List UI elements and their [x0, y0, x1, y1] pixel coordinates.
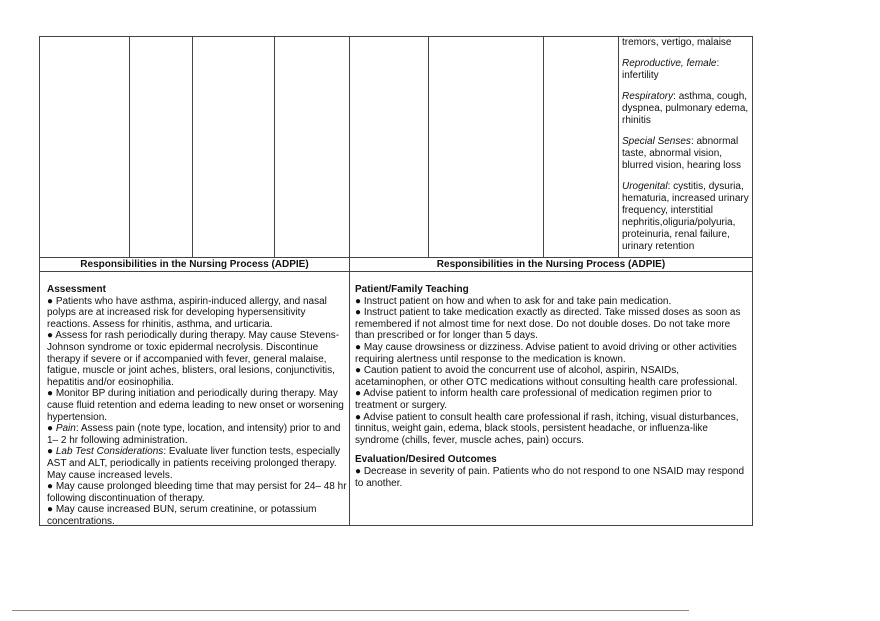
side-effect-entry: tremors, vertigo, malaise: [622, 37, 732, 48]
assessment-item: ● Patients who have asthma, aspirin-induced allergy, and nasal polyps are at increased risk for developing hypersensitivity reactions. Assess for rhinitis, asthma, and urticaria.: [47, 295, 327, 330]
adpie-header-left: Responsibilities in the Nursing Process (ADPIE): [80, 259, 309, 270]
teaching-item: ● Advise patient to consult health care professional if rash, itching, visual disturbances, tinnitus, weight gain, edema, black stools, persistent headache, or influenza-like syndrome (chills, fever, muscle aches, pain) occurs.: [355, 411, 739, 446]
teaching-item: ● Advise patient to inform health care professional of medication regimen prior to treatment or surgery.: [355, 388, 712, 411]
column-divider: [618, 37, 619, 257]
teaching-item: ● May cause drowsiness or dizziness. Advise patient to avoid driving or other activities requiring alertness until response to the medication is known.: [355, 341, 737, 365]
evaluation-title: Evaluation/Desired Outcomes: [355, 454, 497, 466]
assessment-section: [47, 284, 347, 527]
column-divider: [349, 37, 350, 257]
footer-rule: [12, 610, 689, 611]
side-effect-entry: Respiratory: asthma, cough, dyspnea, pulmonary edema, rhinitis: [622, 91, 749, 126]
teaching-evaluation-section: [355, 284, 747, 489]
teaching-item: ● Caution patient to avoid the concurrent use of alcohol, aspirin, NSAIDs, acetaminophen, or other OTC medications without consulting health care professional.: [355, 365, 738, 388]
column-divider: [349, 272, 350, 525]
evaluation-item: ● Decrease in severity of pain. Patients who do not respond to one NSAID may respond to another.: [355, 465, 745, 489]
assessment-title: Assessment: [47, 284, 106, 295]
teaching-title: Patient/Family Teaching: [355, 284, 469, 295]
assessment-item: ● Pain: Assess pain (note type, location, and intensity) prior to and 1– 2 hr following administration.: [47, 423, 341, 446]
assessment-item: ● May cause prolonged bleeding time that may persist for 24– 48 hr following discontinuation of therapy.: [47, 481, 347, 504]
drug-table-top-row: [39, 36, 753, 258]
column-divider: [129, 37, 130, 257]
column-divider: [428, 37, 429, 257]
column-divider: [274, 37, 275, 257]
side-effect-entry: Urogenital: cystitis, dysuria, hematuria, increased urinary frequency, interstitial nephritis,oliguria/polyuria, proteinuria, renal failure, urinary retention: [622, 181, 749, 252]
column-divider: [543, 37, 544, 257]
adpie-body-row: [39, 272, 753, 526]
side-effect-entry: Special Senses: abnormal taste, abnormal vision, blurred vision, hearing loss: [622, 136, 741, 171]
teaching-item: ● Instruct patient on how and when to ask for and take pain medication.: [355, 295, 672, 307]
side-effect-entry: Reproductive, female: infertility: [622, 58, 720, 81]
column-divider: [192, 37, 193, 257]
assessment-item: ● Monitor BP during initiation and periodically during therapy. May cause fluid retention and edema leading to new onset or worsening hypertension.: [47, 388, 344, 423]
adpie-header-right: Responsibilities in the Nursing Process (ADPIE): [436, 259, 666, 270]
spacer: [355, 446, 747, 454]
assessment-item: ● May cause increased BUN, serum creatinine, or potassium concentrations.: [47, 504, 317, 527]
adpie-header-row: [39, 258, 753, 272]
assessment-item: ● Assess for rash periodically during therapy. May cause Stevens-Johnson syndrome or toxic epidermal necrolysis. Discontinue therapy if severe or if accompanied with fever, general malaise, fatigue, muscle or joint aches, blisters, oral lesions, conjunctivitis, hepatitis and/or eosinophilia.: [47, 330, 340, 388]
side-effects-cell: [622, 37, 750, 253]
assessment-item: ● Lab Test Considerations: Evaluate liver function tests, especially AST and ALT, periodically in patients receiving prolonged therapy. May cause increased levels.: [47, 446, 341, 481]
teaching-item: ● Instruct patient to take medication exactly as directed. Take missed doses as soon as remembered if not almost time for next dose. Do not double doses. Do not take more than prescribed or for longer than 5 days.: [355, 307, 741, 342]
